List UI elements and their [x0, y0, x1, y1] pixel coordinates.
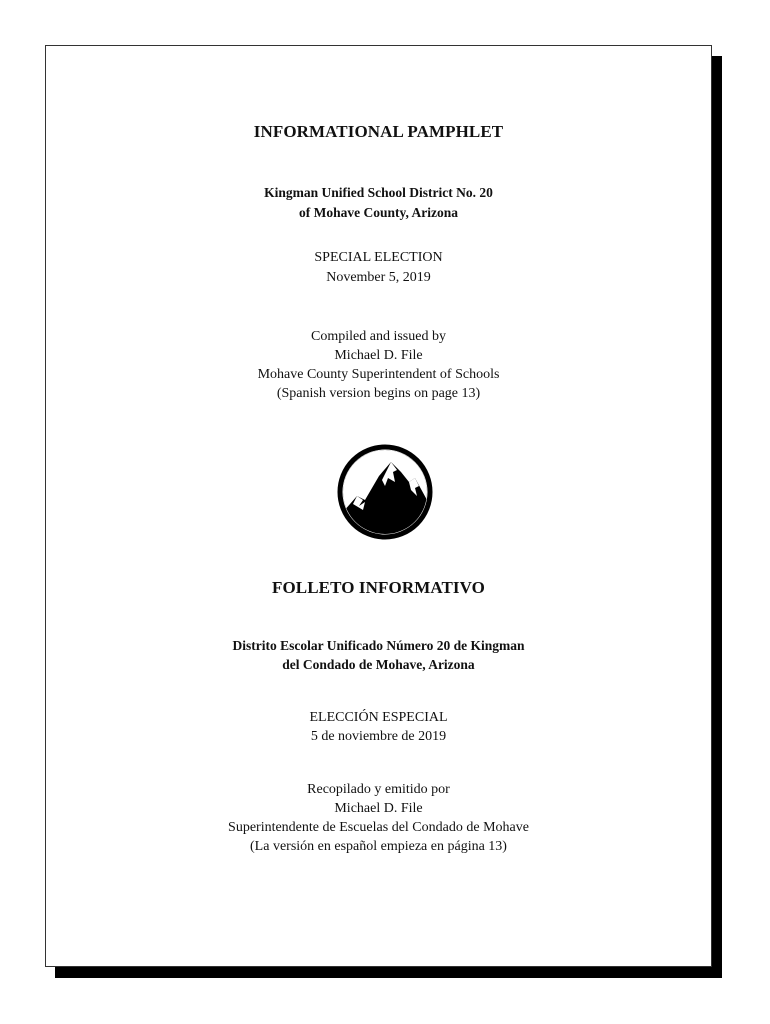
- spanish-official-name: Michael D. File: [334, 801, 423, 816]
- spanish-title: FOLLETO INFORMATIVO: [272, 578, 485, 597]
- spanish-election-type: ELECCIÓN ESPECIAL: [309, 710, 448, 725]
- english-election-type: SPECIAL ELECTION: [314, 250, 443, 265]
- spanish-district-line-2: del Condado de Mohave, Arizona: [282, 657, 475, 672]
- pamphlet-cover-page: [45, 45, 712, 967]
- english-official-title: Mohave County Superintendent of Schools: [257, 367, 500, 382]
- english-compiled-by: Compiled and issued by: [311, 329, 446, 344]
- english-version-note: (Spanish version begins on page 13): [276, 386, 481, 401]
- english-district-line-2: of Mohave County, Arizona: [298, 205, 458, 220]
- spanish-official-title: Superintendente de Escuelas del Condado de Mohave: [228, 820, 529, 835]
- spanish-district-line-1: Distrito Escolar Unificado Número 20 de Kingman: [232, 638, 525, 653]
- english-official-name: Michael D. File: [334, 348, 423, 363]
- spanish-version-note: (La versión en español empieza en página 13): [250, 839, 507, 854]
- spanish-compiled-by: Recopilado y emitido por: [307, 782, 450, 797]
- mountain-emblem-icon: [335, 442, 435, 542]
- spanish-election-date: 5 de noviembre de 2019: [310, 729, 447, 744]
- english-title: INFORMATIONAL PAMPHLET: [253, 122, 504, 141]
- english-district-line-1: Kingman Unified School District No. 20: [264, 185, 493, 200]
- english-election-date: November 5, 2019: [326, 270, 431, 285]
